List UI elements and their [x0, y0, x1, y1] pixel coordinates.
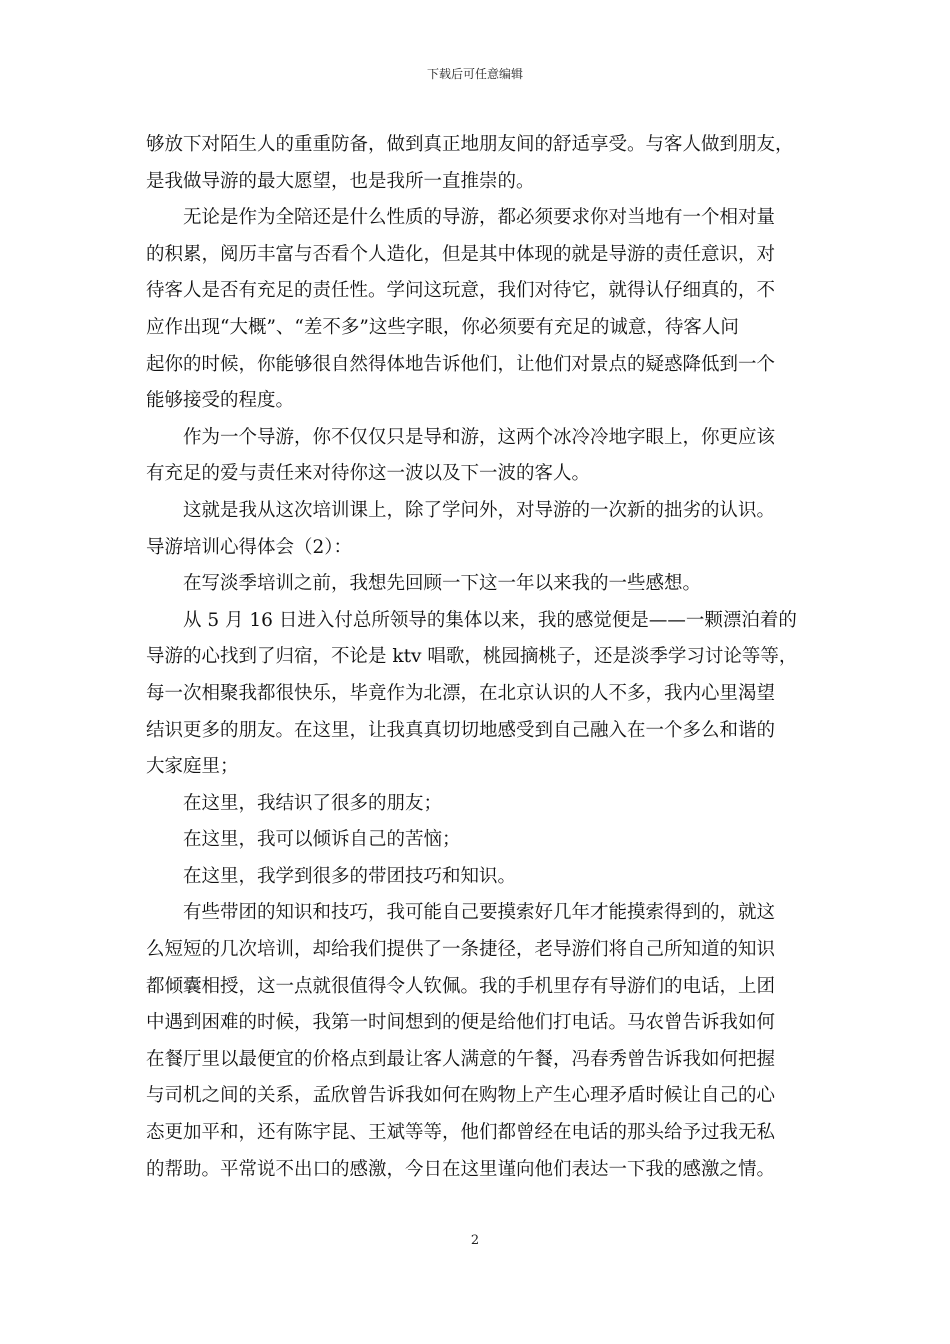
text-line: 无论是作为全陪还是什么性质的导游，都必须要求你对当地有一个相对量	[183, 207, 776, 229]
text-line: 在餐厅里以最便宜的价格点到最让客人满意的午餐，冯春秀曾告诉我如何把握	[146, 1048, 776, 1070]
text-line: 都倾囊相授，这一点就很值得令人钦佩。我的手机里存有导游们的电话，上团	[146, 975, 776, 997]
text-line: 够放下对陌生人的重重防备，做到真正地朋友间的舒适享受。与客人做到朋友，	[146, 134, 794, 155]
text-line: 作为一个导游，你不仅仅只是导和游，这两个冰冷冷地字眼上，你更应该	[183, 426, 776, 448]
text-line: 每一次相聚我都很快乐，毕竟作为北漂，在北京认识的人不多，我内心里渴望	[146, 682, 776, 704]
text-line: 在这里，我学到很多的带团技巧和知识。	[183, 865, 517, 887]
text-line: 大家庭里；	[146, 756, 239, 778]
text-line: 么短短的几次培训，却给我们提供了一条捷径，老导游们将自己所知道的知识	[146, 939, 776, 961]
text-line: 起你的时候，你能够很自然得体地告诉他们，让他们对景点的疑惑降低到一个	[146, 353, 776, 375]
text-line: 在这里，我可以倾诉自己的苦恼；	[183, 829, 461, 851]
text-line: 中遇到困难的时候，我第一时间想到的便是给他们打电话。马农曾告诉我如何	[146, 1012, 776, 1034]
text-line: 与司机之间的关系，孟欣曾告诉我如何在购物上产生心理矛盾时候让自己的心	[146, 1085, 776, 1107]
page-header: 下载后可任意编辑	[426, 67, 523, 81]
text-line: 导游培训心得体会（2）：	[146, 536, 353, 558]
text-line: 的积累，阅历丰富与否看个人造化，但是其中体现的就是导游的责任意识，对	[146, 243, 776, 265]
text-line: 这就是我从这次培训课上，除了学问外，对导游的一次新的拙劣的认识。	[183, 499, 776, 521]
text-line: 有些带团的知识和技巧，我可能自己要摸索好几年才能摸索得到的，就这	[183, 902, 776, 924]
text-line: 在写淡季培训之前，我想先回顾一下这一年以来我的一些感想。	[183, 573, 702, 595]
text-line: 有充足的爱与责任来对待你这一波以及下一波的客人。	[146, 463, 591, 485]
text-line: 应作出现“大概”、“差不多”这些字眼，你必须要有充足的诚意，待客人问	[146, 316, 739, 338]
text-line: 结识更多的朋友。在这里，让我真真切切地感受到自己融入在一个多么和谐的	[146, 719, 776, 741]
text-line: 是我做导游的最大愿望，也是我所一直推崇的。	[146, 170, 535, 192]
document-body	[146, 127, 810, 1188]
text-line: 在这里，我结识了很多的朋友；	[183, 792, 443, 814]
text-line: 的帮助。平常说不出口的感激，今日在这里谨向他们表达一下我的感激之情。	[146, 1158, 776, 1180]
text-line: 态更加平和，还有陈宇昆、王斌等等，他们都曾经在电话的那头给予过我无私	[146, 1122, 776, 1144]
text-line: 导游的心找到了归宿，不论是 ktv 唱歌，桃园摘桃子，还是淡季学习讨论等等，	[146, 646, 798, 668]
text-line: 待客人是否有充足的责任性。学问这玩意，我们对待它，就得认仔细真的，不	[146, 280, 776, 302]
text-line: 能够接受的程度。	[146, 390, 295, 412]
text-line: 从 5 月 16 日进入付总所领导的集体以来，我的感觉便是——一颗漂泊着的	[183, 609, 797, 631]
page-number: 2	[470, 1233, 480, 1248]
